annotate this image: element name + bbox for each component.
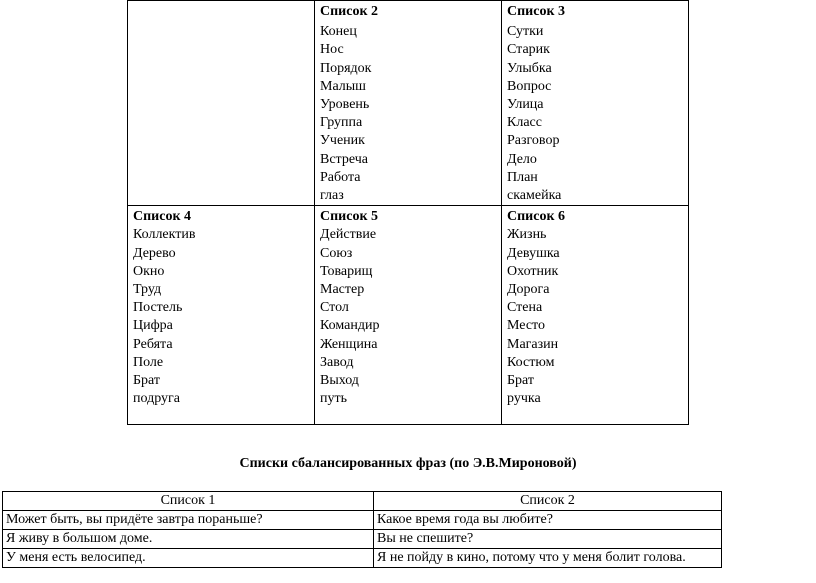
list-word: Работа [320,169,361,185]
list-word: Цифра [133,318,173,334]
list-word: Союз [320,245,353,261]
phrase-header-list-2: Список 2 [374,492,722,511]
list-word: Девушка [507,245,560,261]
list-word: Поле [133,354,164,370]
list-word: Окно [133,263,165,279]
list-word: Женщина [320,336,378,352]
list-word: ручка [507,391,541,407]
list-word: Костюм [507,354,555,370]
list-word: Стол [320,300,349,316]
list-2-words [320,23,496,205]
list-word: Брат [133,373,161,389]
list-word: Коллектив [133,227,196,243]
list-word: Охотник [507,263,559,279]
list-4-title: Список 4 [133,209,192,225]
list-word: Ученик [320,133,365,149]
list-word: Командир [320,318,380,334]
list-word: Вопрос [507,78,552,94]
list-word: Класс [507,115,542,131]
list-word: План [507,169,538,185]
list-word: Мастер [320,282,365,298]
list-word: Встреча [320,151,368,167]
list-word: Место [507,318,545,334]
phrase-cell: Может быть, вы придёте завтра пораньше? [3,511,374,530]
phrase-cell: Какое время года вы любите? [374,511,722,530]
list-word: Действие [320,227,377,243]
phrase-cell: Вы не спешите? [374,530,722,549]
list-3-cell [502,1,689,206]
list-word: Брат [507,373,535,389]
list-3-title: Список 3 [507,4,566,19]
list-word: Труд [133,282,162,298]
list-word: скамейка [507,188,562,204]
list-word: Старик [507,42,550,58]
phrase-lists-table [2,491,722,568]
list-6-words [507,226,683,408]
list-word: Порядок [320,60,372,76]
list-5-cell [315,206,502,425]
list-5-title: Список 5 [320,209,379,225]
list-2-cell [315,1,502,206]
list-word: глаз [320,188,344,204]
list-6-title: Список 6 [507,209,566,225]
phrase-cell: Я не пойду в кино, потому что у меня болит голова. [374,549,722,568]
list-word: Уровень [320,97,370,113]
list-word: Постель [133,300,183,316]
list-5-words [320,226,496,408]
list-3-words [507,23,683,205]
word-lists-table [127,0,689,425]
phrase-table-header-row [3,492,722,511]
list-word: Сутки [507,24,544,40]
list-word: Группа [320,115,363,131]
table-row [3,530,722,549]
list-word: путь [320,391,347,407]
list-word: Улица [507,97,544,113]
list-4-words [133,226,309,408]
list-6-cell [502,206,689,425]
list-word: Нос [320,42,344,58]
phrase-header-list-1: Список 1 [3,492,374,511]
list-word: Жизнь [507,227,547,243]
word-table-row [128,1,689,206]
list-4-cell [128,206,315,425]
list-word: подруга [133,391,180,407]
table-row [3,549,722,568]
list-word: Магазин [507,336,559,352]
phrase-cell: Я живу в большом доме. [3,530,374,549]
list-word: Дерево [133,245,176,261]
word-table-row [128,206,689,425]
phrase-cell: У меня есть велосипед. [3,549,374,568]
list-word: Улыбка [507,60,552,76]
list-word: Завод [320,354,354,370]
list-word: Разговор [507,133,560,149]
list-word: Стена [507,300,543,316]
table-row [3,511,722,530]
section-caption: Списки сбалансированных фраз (по Э.В.Мироновой) [239,456,577,471]
list-word: Малыш [320,78,366,94]
list-word: Конец [320,24,357,40]
list-word: Товарищ [320,263,373,279]
list-word: Выход [320,373,359,389]
list-word: Дорога [507,282,550,298]
list-word: Ребята [133,336,173,352]
list-word: Дело [507,151,537,167]
list-2-title: Список 2 [320,4,379,19]
empty-cell [128,1,315,206]
